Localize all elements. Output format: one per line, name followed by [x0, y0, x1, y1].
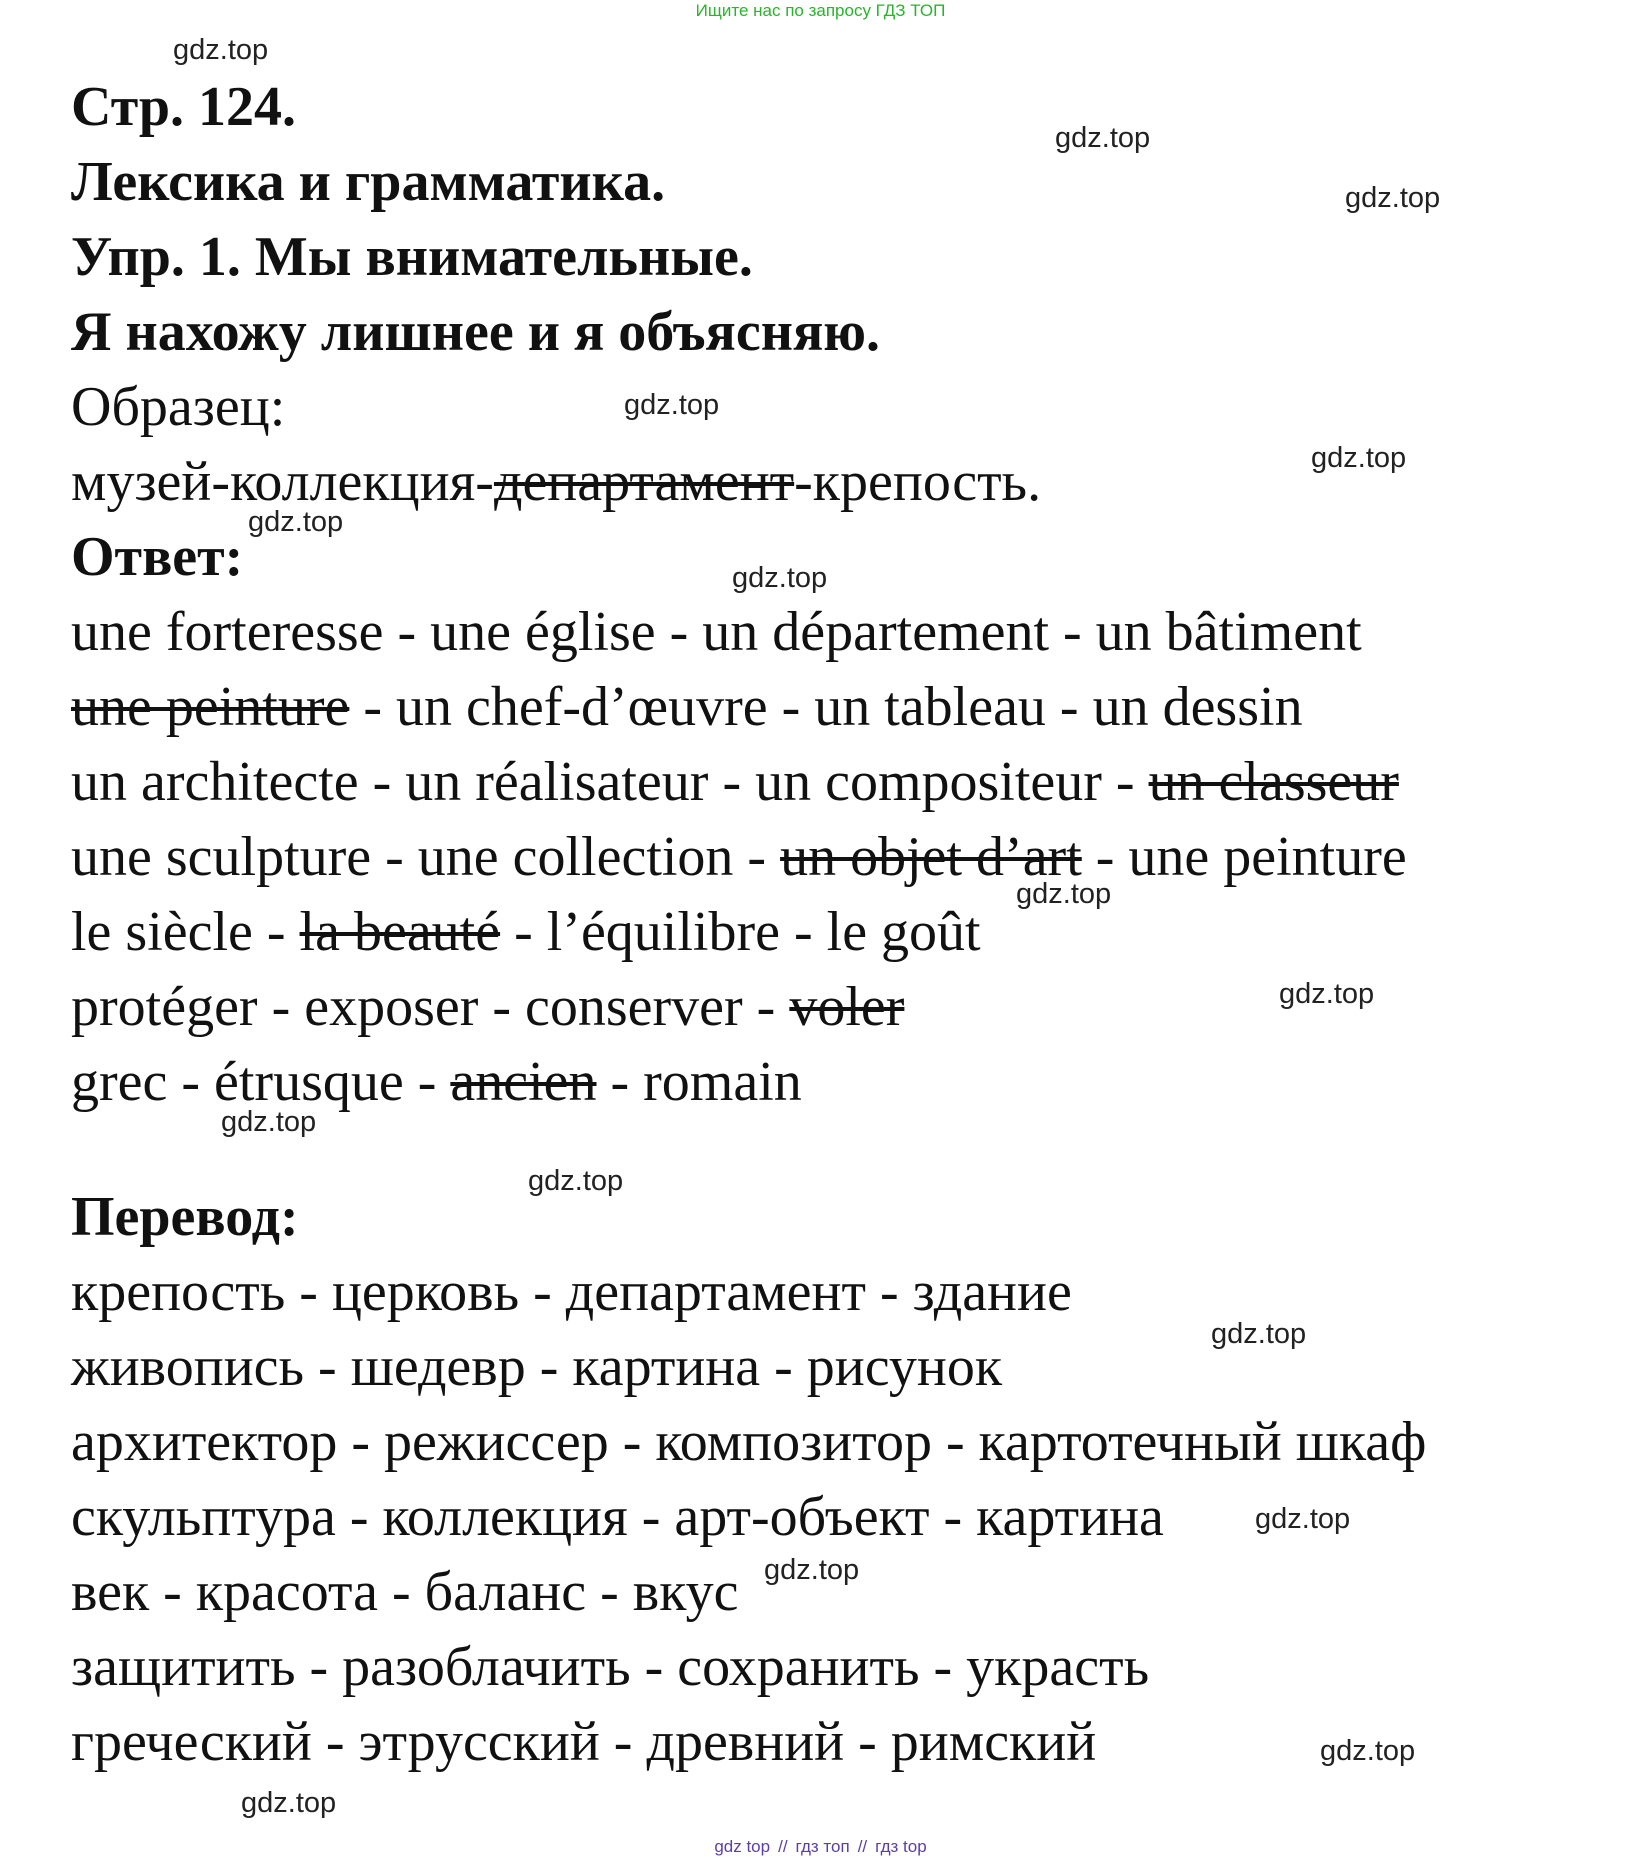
watermark: gdz.top [1320, 1735, 1416, 1767]
answer-line [71, 595, 1611, 670]
answer-struck-word: voler [789, 976, 905, 1038]
answer-label: Ответ: [71, 526, 244, 588]
footer-separator: // [778, 1837, 788, 1856]
answer-text: - une peinture [1081, 826, 1407, 888]
answer-line [71, 670, 1611, 745]
answer-struck-word: un classeur [1148, 751, 1399, 813]
task-instruction: Я нахожу лишнее и я объясняю. [71, 301, 881, 363]
section-title: Лексика и грамматика. [71, 151, 666, 213]
footer-link[interactable]: gdz top [714, 1837, 771, 1856]
answer-line [71, 820, 1611, 895]
sample-text-after: -крепость. [794, 451, 1042, 513]
answer-text: - un chef-d’œuvre - un tableau - un dessin [349, 676, 1303, 738]
answer-struck-word: ancien [450, 1051, 597, 1113]
watermark: gdz.top [221, 1106, 317, 1138]
translation-line: защитить - разоблачить - сохранить - украсть [71, 1636, 1150, 1698]
answer-text: protéger - exposer - conserver - [71, 976, 790, 1038]
answer-text: - l’équilibre - le goût [500, 901, 981, 963]
footer [0, 1836, 1641, 1858]
watermark: gdz.top [528, 1165, 624, 1197]
answer-text: - romain [596, 1051, 802, 1113]
watermark: gdz.top [1345, 182, 1441, 214]
translation-line: век - красота - баланс - вкус [71, 1561, 739, 1623]
answer-text: une forteresse - une église - un département - un bâtiment [71, 601, 1362, 663]
answer-struck-word: un objet d’art [780, 826, 1082, 888]
answer-text: le siècle - [71, 901, 300, 963]
answer-line [71, 745, 1611, 820]
sample-label: Образец: [71, 376, 286, 438]
answer-line [71, 970, 1611, 1045]
document-content [71, 70, 1611, 1780]
answer-struck-word: la beauté [299, 901, 501, 963]
answer-struck-word: une peinture [71, 676, 350, 738]
footer-separator: // [857, 1837, 868, 1856]
translation-line: скульптура - коллекция - арт-объект - картина [71, 1486, 1164, 1548]
footer-link[interactable]: гдз топ [795, 1837, 850, 1856]
watermark: gdz.top [1055, 122, 1151, 154]
answer-text: un architecte - un réalisateur - un compositeur - [71, 751, 1149, 813]
watermark: gdz.top [241, 1787, 337, 1819]
watermark: gdz.top [1311, 442, 1407, 474]
watermark: gdz.top [624, 389, 720, 421]
sample-struck-word: департамент [493, 451, 795, 513]
translation-label: Перевод: [71, 1186, 299, 1248]
answer-text: une sculpture - une collection - [71, 826, 781, 888]
watermark: gdz.top [1016, 878, 1112, 910]
translation-line: крепость - церковь - департамент - здание [71, 1261, 1072, 1323]
sample-text-before: музей-коллекция- [71, 451, 494, 513]
translation-line: архитектор - режиссер - композитор - картотечный шкаф [71, 1411, 1427, 1473]
watermark: gdz.top [1255, 1503, 1351, 1535]
answer-text: grec - étrusque - [71, 1051, 451, 1113]
translation-line: живопись - шедевр - картина - рисунок [71, 1336, 1003, 1398]
watermark: gdz.top [173, 34, 269, 66]
watermark: gdz.top [732, 562, 828, 594]
watermark: gdz.top [764, 1554, 860, 1586]
translation-line: греческий - этрусский - древний - римский [71, 1711, 1097, 1773]
top-banner: Ищите нас по запросу ГДЗ ТОП [695, 1, 946, 20]
watermark: gdz.top [1211, 1318, 1307, 1350]
watermark: gdz.top [1279, 978, 1375, 1010]
page-number: Стр. 124. [71, 76, 297, 138]
footer-link[interactable]: гдз top [875, 1837, 927, 1856]
watermark: gdz.top [248, 506, 344, 538]
answer-line [71, 895, 1611, 970]
exercise-title: Упр. 1. Мы внимательные. [71, 226, 753, 288]
